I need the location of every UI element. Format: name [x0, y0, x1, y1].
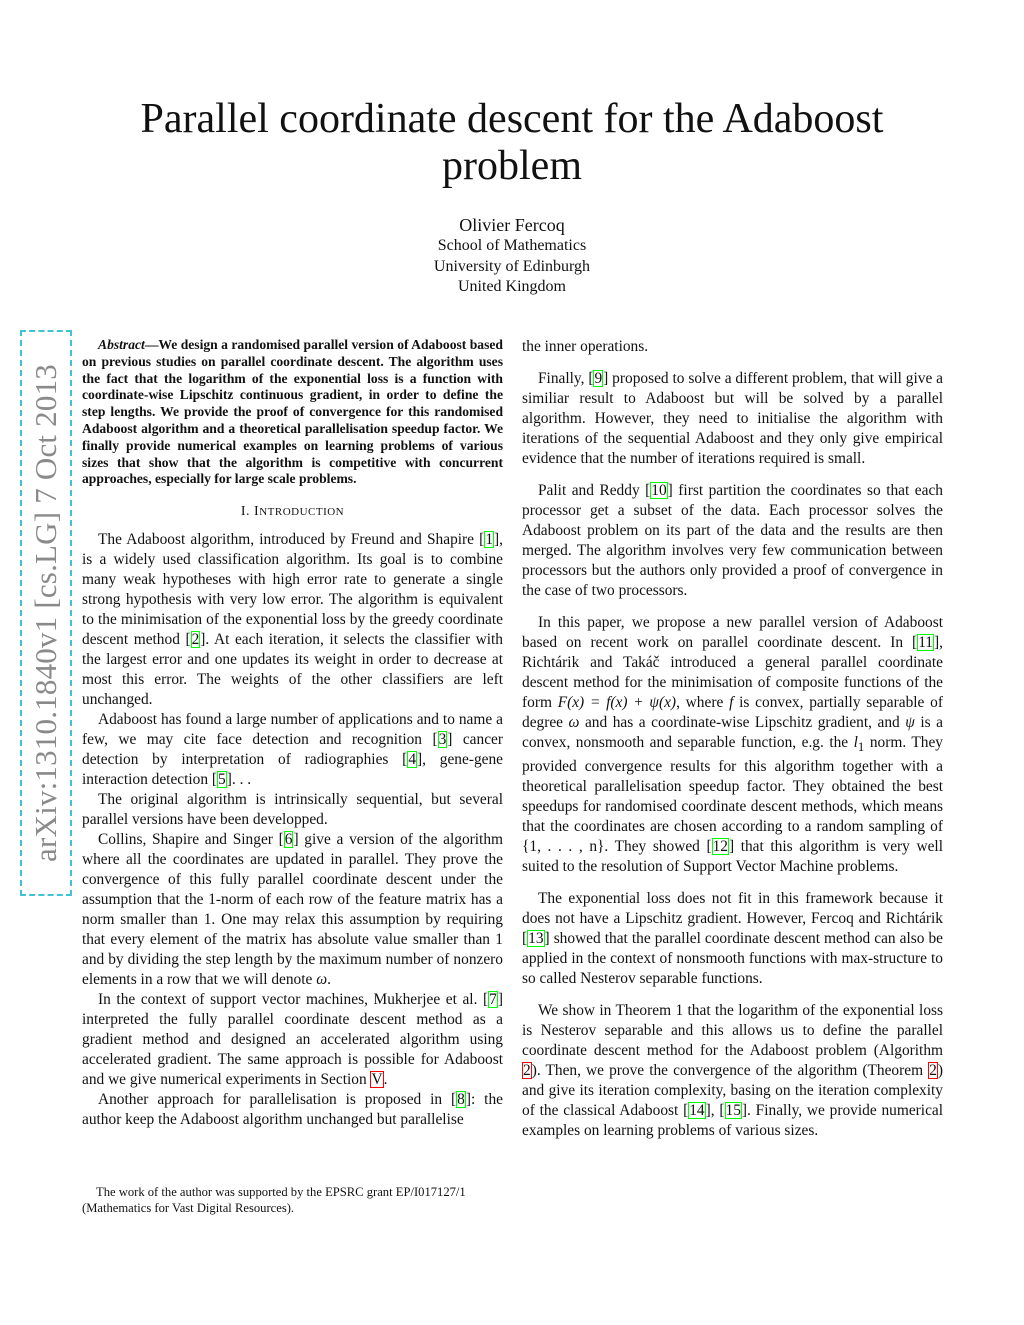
abstract-text: —We design a randomised parallel version of Adaboost based on previous studies on parallel coordinate descent. The algorithm uses the fact that the logarithm of the exponential loss is a function with coordinate-wise Lipschitz continuous gradient, in order to define the step lengths. We provide the proof of convergence for this randomised Adaboost algorithm and a theoretical parallelisation speedup factor. We finally provide numerical examples on learning problems of various sizes that show that the algorithm is competitive with concurrent approaches, especially for large scale problems. [82, 337, 503, 487]
footnote-funding: The work of the author was supported by the EPSRC grant EP/I017127/1 (Mathematics for Vast Digital Resources). [82, 1185, 466, 1215]
right-paragraph-3: In this paper, we propose a new parallel version of Adaboost based on recent work on parallel coordinate descent. In [11], Richtárik and Takáč introduced a general parallel coordinate descent method for the minimisation of composite functions of the form F(x) = f(x) + ψ(x), where f is convex, partially separable of degree ω and has a coordinate-wise Lipschitz gradient, and ψ is a convex, nonsmooth and separable function, e.g. the $l_1$ norm. They provided convergence results for this algorithm together with a theoretical parallelisation speedup factor. They obtained the best speedups for randomised coordinate descent methods, which means that the coordinates are chosen according to a random sampling of {1, . . . , n}. They showed [12] that this algorithm is very well suited to the resolution of Support Vector Machine problems. [522, 614, 944, 876]
section-number: I. [240, 504, 255, 520]
citation-link[interactable]: 9 [594, 370, 603, 387]
arxiv-sidebar-stamp [20, 330, 72, 896]
citation-link[interactable]: 13 [528, 930, 544, 948]
right-paragraph-5: We show in Theorem 1 that the logarithm of the exponential loss is Nesterov separable and this allows us to define the parallel coordinate descent method for the Adaboost problem (Algorithm 2). Then, we prove the convergence of the algorithm (Theorem 2) and give its iteration complexity, basing on the iteration complexity of the classical Adaboost [14], [15]. Finally, we provide numerical examples on learning problems of various sizes. [522, 1002, 944, 1140]
citation-link[interactable]: 11 [918, 634, 934, 651]
theorem-link[interactable]: 2 [929, 1062, 937, 1080]
arxiv-identifier: arXiv:1310.1840v1 [cs.LG] 7 Oct 2013 [28, 364, 63, 862]
citation-link[interactable]: 8 [457, 1091, 465, 1109]
intro-paragraph-3: The original algorithm is intrinsically sequential, but several parallel versions have been developped. [82, 791, 503, 829]
right-paragraph-0: the inner operations. [522, 338, 649, 355]
citation-link[interactable]: 7 [489, 991, 497, 1009]
affiliation-university: University of Edinburgh [433, 257, 591, 275]
right-paragraph-2: Palit and Reddy [10] first partition the coordinates so that each processor get a subset of the data. Each processor solves the Adaboost problem on its part of the data and the results are then merged. The algorithm involves very few communication between processors but the authors only provided a proof of convergence in the case of two processors. [522, 482, 943, 599]
left-column [82, 337, 503, 1130]
section-initial: I [254, 504, 260, 520]
citation-link[interactable]: 5 [218, 771, 226, 789]
right-column [522, 337, 943, 1153]
intro-paragraph-1: The Adaboost algorithm, introduced by Freund and Shapire [1], is a widely used classification algorithm. Its goal is to combine many weak hypotheses with high error rate to generate a single strong hypothesis with very low error. The algorithm is equivalent to the minimisation of the exponential loss by the greedy coordinate descent method [2]. At each iteration, it selects the classifier with the largest error and one updates its weight in order to decrease at most this error. The weights of the other classifiers are left unchanged. [82, 531, 504, 709]
section-heading-introduction [82, 502, 503, 522]
abstract-label: Abstract [98, 337, 145, 352]
right-paragraph-4: The exponential loss does not fit in this framework because it does not have a Lipschitz gradient. However, Fercoq and Richtárik [13] showed that the parallel coordinate descent method can also be applied in the context of nonsmooth functions with max-structure to so called Nesterov separable functions. [522, 890, 943, 988]
abstract [82, 337, 503, 488]
paper-title: Parallel coordinate descent for the Adaboost problem [140, 96, 884, 189]
citation-link[interactable]: 2 [191, 631, 200, 649]
citation-link[interactable]: 4 [408, 751, 417, 769]
section-link[interactable]: V [371, 1071, 383, 1089]
citation-link[interactable]: 1 [485, 531, 494, 549]
citation-link[interactable]: 3 [438, 731, 447, 749]
citation-link[interactable]: 10 [651, 482, 667, 499]
intro-paragraph-5: In the context of support vector machines, Mukherjee et al. [7] interpreted the fully parallel coordinate descent method as a gradient method and designed an accelerated algorithm using accelerated gradient. The same approach is possible for Adaboost and we give numerical experiments in Section V. [82, 991, 503, 1089]
author-name: Olivier Fercoq [459, 215, 565, 235]
intro-paragraph-6: Another approach for parallelisation is proposed in [8]: the author keep the Adaboost algorithm unchanged but parallelise [82, 1091, 503, 1129]
right-paragraph-1: Finally, [9] proposed to solve a different problem, that will give a similiar result to Adaboost but will be solved by a parallel algorithm. However, they need to initialise the algorithm with iterations of the sequential Adaboost and they only give empirical evidence that the number of iterations required is small. [522, 370, 943, 467]
citation-link[interactable]: 6 [284, 831, 293, 849]
affiliation-country: United Kingdom [458, 278, 566, 295]
intro-paragraph-2: Adaboost has found a large number of applications and to name a few, we may cite face detection and recognition [3] cancer detection by interpretation of radiographies [4], gene-gene interaction detection [5]. . . [82, 711, 503, 789]
algorithm-link[interactable]: 2 [523, 1062, 531, 1080]
affiliation-school: School of Mathematics [437, 237, 587, 254]
section-title-smallcaps: NTRODUCTION [259, 506, 345, 519]
intro-paragraph-4: Collins, Shapire and Singer [6] give a version of the algorithm where all the coordinates are updated in parallel. They prove the convergence of this fully parallel coordinate descent under the assumption that the 1-norm of each row of the feature matrix has a norm smaller than 1. One may relax this assumption by requiring that every element of the matrix has absolute value smaller than 1 and by dividing the step length by the maximum number of nonzero elements in a row that we will denote ω. [82, 831, 503, 989]
citation-link[interactable]: 14 [689, 1102, 705, 1120]
author-block [312, 214, 712, 298]
citation-link[interactable]: 15 [725, 1102, 741, 1120]
citation-link[interactable]: 12 [712, 838, 728, 856]
